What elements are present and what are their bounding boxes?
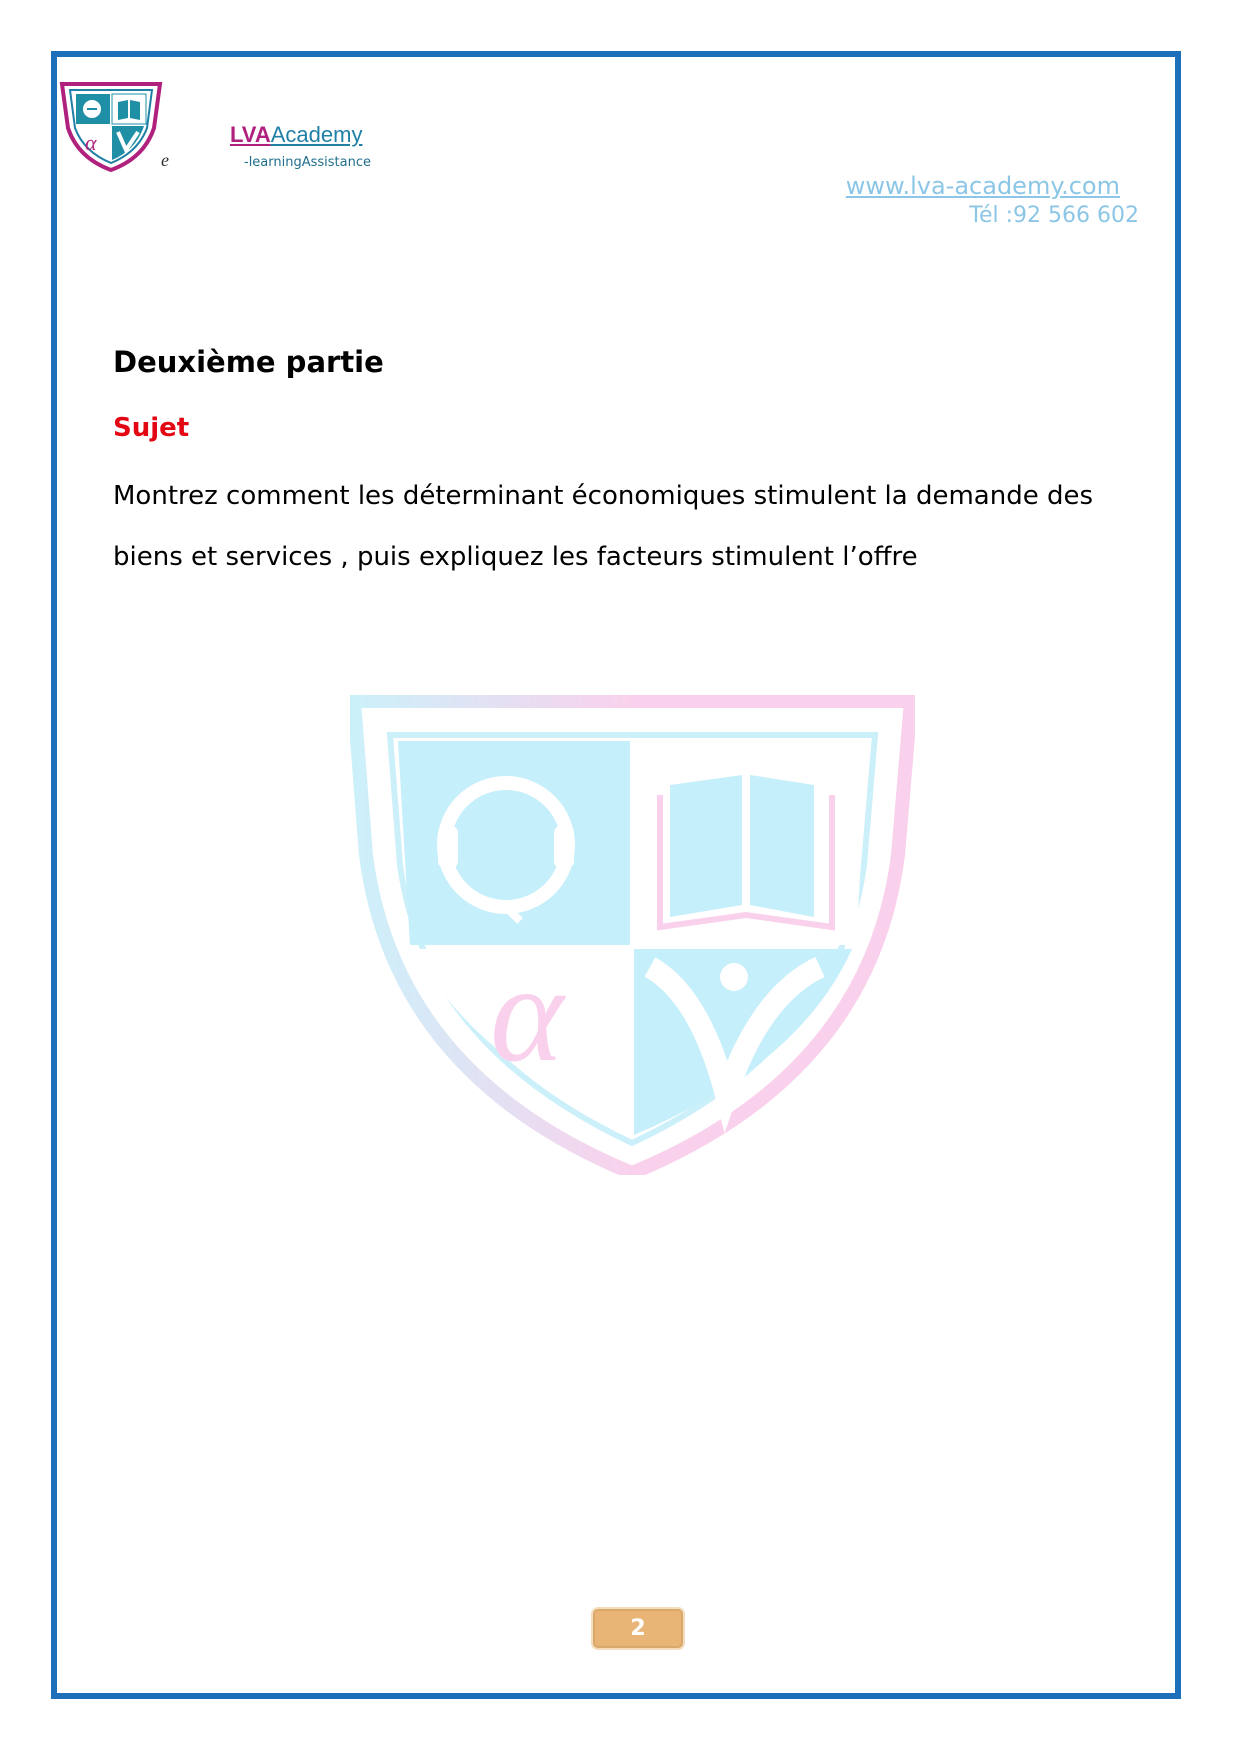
phone-number: Tél :92 566 602 xyxy=(969,203,1139,228)
brand-name xyxy=(230,122,362,148)
page-number-badge xyxy=(593,1609,683,1648)
brand-lva: LVA xyxy=(230,122,271,147)
logo-letter: e xyxy=(161,150,169,170)
svg-text:α: α xyxy=(490,936,564,1091)
lva-watermark-icon xyxy=(350,695,915,1175)
page-number: 2 xyxy=(630,1616,646,1641)
subject-label: Sujet xyxy=(113,413,190,443)
brand-tagline: -learningAssistance xyxy=(244,155,371,170)
brand-academy: Academy xyxy=(270,122,363,147)
svg-text:α: α xyxy=(85,130,97,155)
subject-text: Montrez comment les déterminant économiques stimulent la demande des biens et services , puis expliquez les facteurs stimulent l’offre xyxy=(113,481,1094,572)
website-link[interactable]: www.lva-academy.com xyxy=(845,172,1120,200)
section-heading: Deuxième partie xyxy=(113,345,384,379)
lva-logo-crest-icon xyxy=(58,80,164,172)
